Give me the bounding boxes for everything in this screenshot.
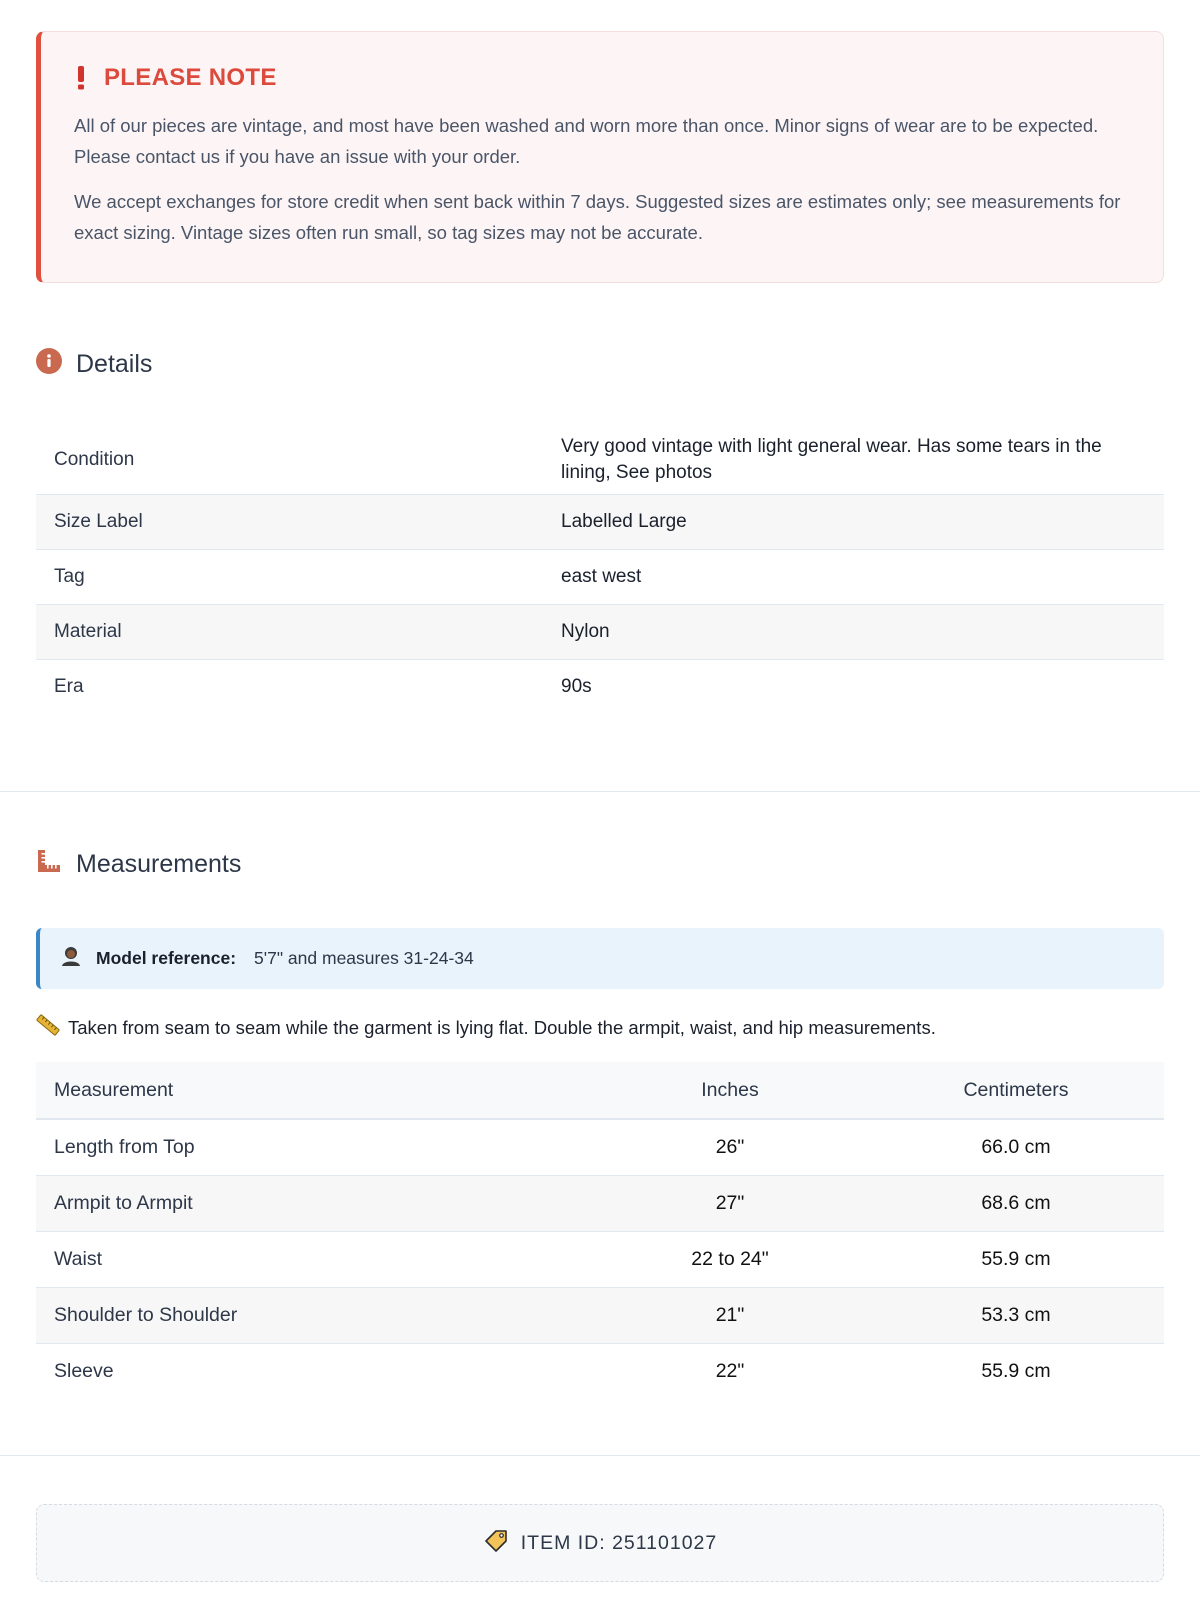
measurement-name: Shoulder to Shoulder xyxy=(36,1288,592,1344)
notice-header xyxy=(74,64,1130,92)
table-row xyxy=(36,1119,1164,1176)
measurement-name: Length from Top xyxy=(36,1119,592,1176)
notice-box xyxy=(36,31,1164,283)
table-row xyxy=(36,494,1164,549)
measurement-inches: 22" xyxy=(715,1360,745,1382)
detail-label: Material xyxy=(36,604,543,659)
detail-value: Very good vintage with light general wear. Has some tears in the lining, See photos xyxy=(543,427,1164,494)
notice-paragraph: We accept exchanges for store credit when sent back within 7 days. Suggested sizes are estimates only; see measurements for exact sizing. Vintage sizes often run small, so tag sizes may not be accurate. xyxy=(74,191,1121,243)
measurement-cm: 68.6 cm xyxy=(868,1176,1164,1232)
measurement-hint xyxy=(36,1014,936,1041)
measurement-hint-text: Taken from seam to seam while the garment is lying flat. Double the armpit, waist, and hip measurements. xyxy=(68,1016,936,1038)
details-title: Details xyxy=(76,350,153,378)
table-row xyxy=(36,604,1164,659)
tag-icon xyxy=(483,1528,509,1558)
measurement-name: Armpit to Armpit xyxy=(36,1176,592,1232)
exclamation-icon xyxy=(74,66,88,90)
measurement-inches: 26" xyxy=(592,1119,868,1176)
details-heading xyxy=(36,348,152,381)
table-row xyxy=(36,427,1164,494)
measurements-heading xyxy=(36,848,241,881)
person-icon xyxy=(60,945,82,972)
measurement-inches: 22 to 24" xyxy=(592,1232,868,1288)
measurement-name: Waist xyxy=(36,1232,592,1288)
measurement-cm: 66.0 cm xyxy=(868,1119,1164,1176)
section-divider xyxy=(0,1455,1200,1456)
table-row xyxy=(36,549,1164,604)
table-row xyxy=(36,1232,1164,1288)
model-reference-label: Model reference: xyxy=(96,948,237,968)
detail-label: Condition xyxy=(36,427,543,494)
detail-value: 90s xyxy=(561,675,592,697)
table-row xyxy=(36,1288,1164,1344)
ruler-pencil-icon xyxy=(36,1014,60,1041)
section-divider xyxy=(0,791,1200,792)
table-row xyxy=(36,1176,1164,1232)
ruler-icon xyxy=(36,848,62,881)
detail-label: Tag xyxy=(36,549,543,604)
detail-value: east west xyxy=(543,549,1164,604)
detail-value: Labelled Large xyxy=(543,494,1164,549)
item-id-text: ITEM ID: 251101027 xyxy=(520,1531,718,1554)
detail-value: Nylon xyxy=(543,604,1164,659)
table-row xyxy=(36,659,1164,714)
measurements-table xyxy=(36,1062,1164,1399)
measurement-inches: 21" xyxy=(592,1288,868,1344)
measurement-name: Sleeve xyxy=(54,1360,114,1382)
detail-label: Era xyxy=(54,675,84,697)
measurement-inches: 27" xyxy=(592,1176,868,1232)
notice-paragraph: All of our pieces are vintage, and most have been washed and worn more than once. Minor signs of wear are to be expected. Please contact us if you have an issue with your order. xyxy=(74,115,1099,167)
measurement-cm: 55.9 cm xyxy=(868,1232,1164,1288)
notice-title: PLEASE NOTE xyxy=(104,64,277,91)
measurement-cm: 55.9 cm xyxy=(981,1360,1051,1382)
table-header-row xyxy=(36,1062,1164,1119)
column-header: Centimeters xyxy=(868,1062,1164,1119)
model-reference-value: 5'7" and measures 31-24-34 xyxy=(254,948,474,968)
measurement-cm: 53.3 cm xyxy=(868,1288,1164,1344)
info-icon xyxy=(36,348,62,381)
detail-label: Size Label xyxy=(36,494,543,549)
table-row xyxy=(36,1344,1164,1400)
item-id-box xyxy=(36,1504,1164,1582)
details-table xyxy=(36,427,1164,714)
column-header: Measurement xyxy=(36,1062,592,1119)
measurements-title: Measurements xyxy=(76,850,242,878)
column-header: Inches xyxy=(592,1062,868,1119)
model-reference xyxy=(36,928,1164,989)
